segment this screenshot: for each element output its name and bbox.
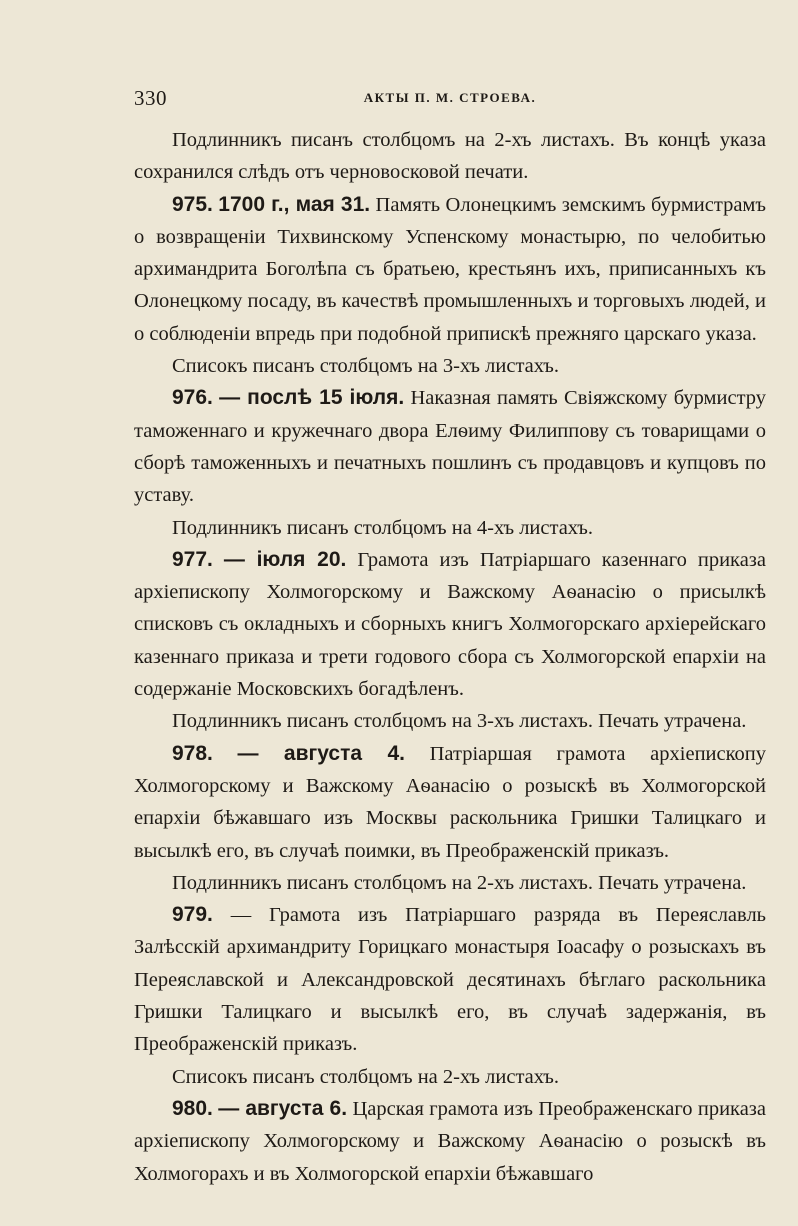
note-paragraph: Подлинникъ писанъ столбцомъ на 2-хъ листахъ. Печать утрачена. (172, 871, 747, 894)
page-number: 330 (134, 86, 167, 110)
entry-text: Патріаршая грамота архіепископу Холмогорскому и Важскому Аѳанасію о розыскѣ въ Холмогорской епархіи бѣжавшаго изъ Москвы раскольника Гришки Талицкаго и высылкѣ его, въ случаѣ поимки, въ Преображенскій приказъ. (134, 742, 766, 862)
entry-date: — августа 4. (237, 741, 405, 765)
entry-980 (134, 1093, 766, 1190)
entry-date: 1700 г., мая 31. (218, 192, 371, 216)
entry-dash: — (230, 904, 252, 927)
note-paragraph: Подлинникъ писанъ столбцомъ на 2-хъ листахъ. Въ концѣ указа сохранился слѣдъ отъ черновосковой печати. (134, 129, 766, 184)
note-paragraph: Списокъ писанъ столбцомъ на 2-хъ листахъ. (172, 1065, 559, 1088)
page-header (134, 86, 766, 112)
entry-979 (134, 899, 766, 1060)
entry-number: 979. (172, 903, 213, 927)
note-paragraph: Списокъ писанъ столбцомъ на 3-хъ листахъ. (172, 355, 559, 378)
entry-976 (134, 382, 766, 511)
text-body (134, 124, 766, 1190)
entry-date: — августа 6. (218, 1096, 348, 1120)
entry-number: 978. (172, 741, 213, 765)
note-paragraph: Подлинникъ писанъ столбцомъ на 4-хъ листахъ. (172, 516, 594, 539)
entry-text: Грамота изъ Патріаршаго казеннаго приказа архіепископу Холмогорскому и Важскому Аѳанасію о присылкѣ списковъ съ окладныхъ и сборныхъ книгъ Холмогорскаго архіерейскаго казеннаго приказа и трети годового сбора съ Холмогорской епархіи на содержаніе Московскихъ богадѣленъ. (134, 548, 766, 701)
entry-text: Память Олонецкимъ земскимъ бурмистрамъ о возвращеніи Тихвинскому Успенскому монастырю, по челобитью архимандрита Боголѣпа съ братьею, крестьянъ ихъ, приписанныхъ къ Олонецкому посаду, въ качествѣ промышленныхъ и торговыхъ людей, и о соблюденіи впредь при подобной припискѣ прежняго царскаго указа. (134, 193, 766, 345)
entry-975 (134, 189, 766, 350)
entry-text: Грамота изъ Патріаршаго разряда въ Переяславль Залѣсскій архимандриту Горицкаго монастыря Іоасафу о розыскахъ въ Переяславской и Александровской десятинахъ бѣглаго раскольника Гришки Талицкаго и высылкѣ его, въ случаѣ задержанія, въ Преображенскій приказъ. (134, 904, 767, 1056)
entry-978 (134, 738, 766, 867)
entry-text: Царская грамота изъ Преображенскаго приказа архіепископу Холмогорскому и Важскому Аѳанасію о розыскѣ въ Холмогорахъ и въ Холмогорской епархіи бѣжавшаго (134, 1097, 766, 1185)
entry-number: 975. (172, 192, 213, 216)
entry-977 (134, 544, 766, 705)
note-paragraph: Подлинникъ писанъ столбцомъ на 3-хъ листахъ. Печать утрачена. (172, 710, 747, 733)
entry-number: 977. (172, 547, 213, 571)
entry-date: — іюля 20. (223, 547, 347, 571)
running-title: АКТЫ П. М. СТРОЕВА. (363, 90, 537, 105)
entry-date: — послѣ 15 іюля. (219, 386, 405, 410)
entry-text: Наказная память Свіяжскому бурмистру таможеннаго и кружечнаго двора Елѳиму Филиппову съ товарищами о сборѣ таможенныхъ и печатныхъ пошлинъ съ продавцовъ и купцовъ по уставу. (134, 387, 767, 507)
entry-number: 980. (172, 1096, 213, 1120)
entry-number: 976. (172, 386, 213, 410)
